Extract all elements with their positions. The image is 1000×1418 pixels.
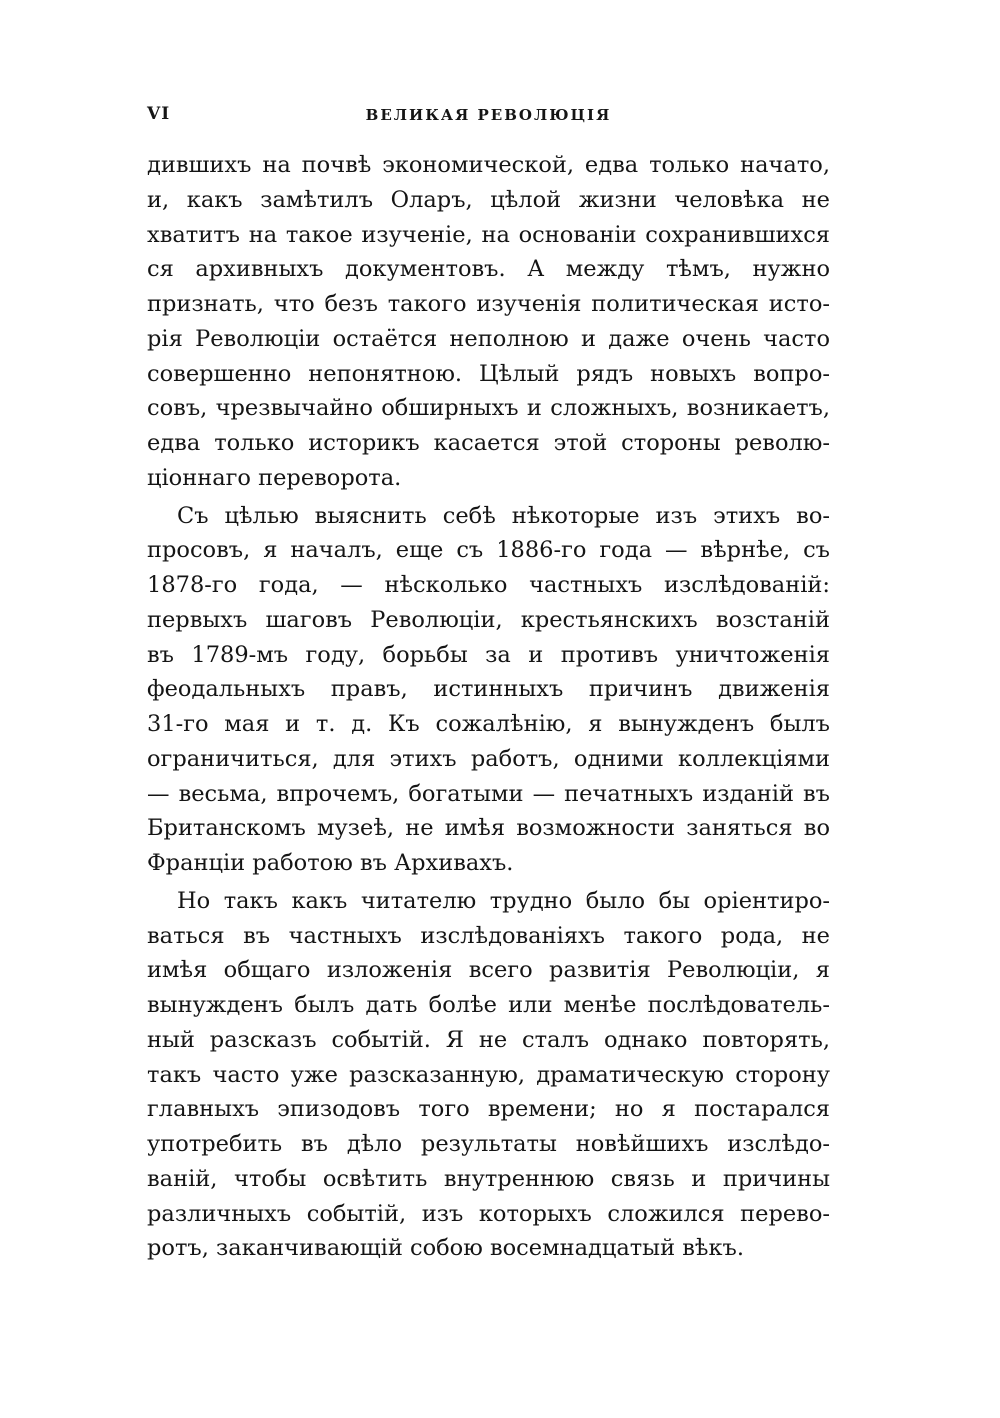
text-line: хватитъ на такое изученіе, на основаніи сохранившихся [147,221,830,248]
text-line: и, какъ замѣтилъ Оларъ, цѣлой жизни человѣка не [147,186,830,213]
text-line: Но такъ какъ читателю трудно было бы оріентиро- [177,887,830,914]
text-line: употребить въ дѣло результаты новѣйшихъ изслѣдо- [147,1131,830,1157]
text-line: феодальныхъ правъ, истинныхъ причинъ движенія [147,676,830,703]
running-title: ВЕЛИКАЯ РЕВОЛЮЦІЯ [365,106,612,124]
text-line: — весьма, впрочемъ, богатыми — печатныхъ изданій въ [147,780,830,807]
text-line: ваться въ частныхъ изслѣдованіяхъ такого рода, не [147,922,830,949]
text-line: Франціи работою въ Архивахъ. [147,850,514,876]
text-line: дившихъ на почвѣ экономической, едва только начато, [147,152,830,178]
text-line: совершенно непонятною. Цѣлый рядъ новыхъ вопро- [147,360,830,387]
text-line: 1878-го года, — нѣсколько частныхъ изслѣдованій: [147,572,830,598]
text-line: ціоннаго переворота. [147,464,402,491]
paragraph [147,884,830,1266]
page-number: VI [147,104,171,124]
text-line: главныхъ эпизодовъ того времени; но я постарался [147,1096,830,1123]
body-text [147,148,830,1266]
text-line: различныхъ событій, изъ которыхъ сложился перево- [147,1200,830,1227]
text-line: ный разсказъ событій. Я не сталъ однако повторять, [147,1026,830,1053]
text-line: рія Революціи остаётся неполною и даже очень часто [147,325,830,352]
paragraph [147,148,830,496]
text-line: 31-го мая и т. д. Къ сожалѣнію, я вынужденъ былъ [147,711,830,737]
text-line: ротъ, заканчивающій собою восемнадцатый вѣкъ. [147,1235,745,1262]
text-line: совъ, чрезвычайно обширныхъ и сложныхъ, возникаетъ, [147,395,830,422]
text-line: признать, что безъ такого изученія политическая исто- [147,291,830,317]
text-line: имѣя общаго изложенія всего развитія Революціи, я [147,957,830,984]
text-line: ограничиться, для этихъ работъ, одними коллекціями [147,745,830,772]
text-line: просовъ, я началъ, еще съ 1886-го года — вѣрнѣе, съ [147,537,830,564]
text-line: Съ цѣлью выяснить себѣ нѣкоторые изъ этихъ во- [177,502,830,529]
text-line: ся архивныхъ документовъ. А между тѣмъ, нужно [147,256,830,283]
page-header [147,104,830,134]
paragraph [147,499,830,881]
text-line: едва только историкъ касается этой стороны револю- [147,430,830,456]
text-line: Британскомъ музеѣ, не имѣя возможности заняться во [147,815,830,842]
text-line: ваній, чтобы освѣтить внутреннюю связь и причины [147,1165,830,1192]
text-line: такъ часто уже разсказанную, драматическую сторону [147,1061,830,1088]
text-line: вынужденъ былъ дать болѣе или менѣе послѣдователь- [147,992,830,1018]
text-line: въ 1789-мъ году, борьбы за и противъ уничтоженія [147,641,830,668]
text-line: первыхъ шаговъ Революціи, крестьянскихъ возстаній [147,606,830,633]
